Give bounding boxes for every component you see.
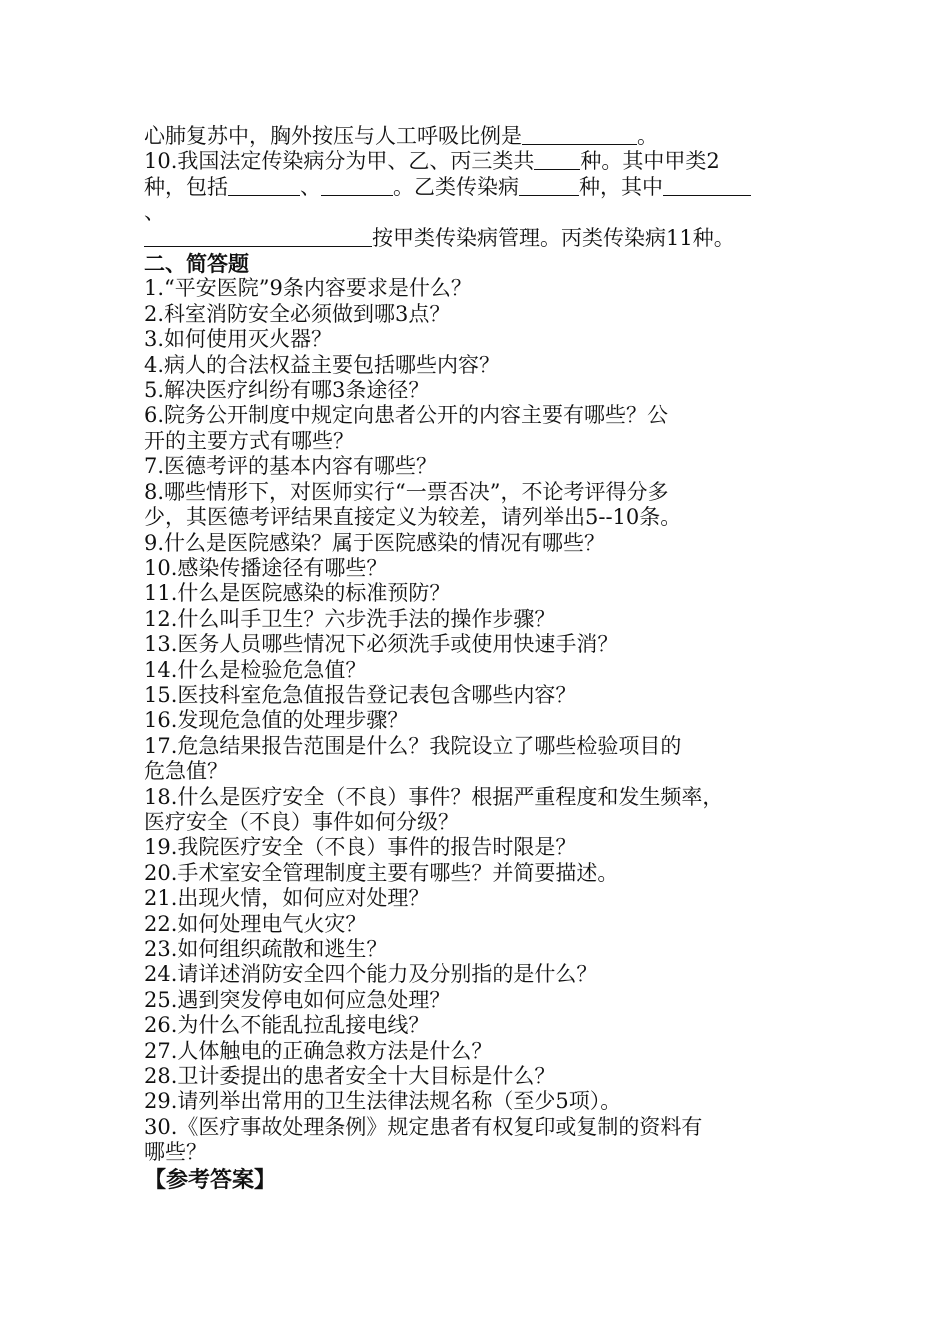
question-line: 开的主要方式有哪些？: [144, 428, 354, 453]
item10-text-a: 10.我国法定传染病分为甲、乙、丙三类共: [144, 149, 535, 174]
question-line: 哪些？: [144, 1140, 207, 1165]
question-line: 12.什么叫手卫生？六步洗手法的操作步骤？: [144, 606, 556, 631]
question-line: 医疗安全（不良）事件如何分级？: [144, 809, 459, 834]
question-line: 21.出现火情，如何应对处理？: [144, 886, 430, 911]
question-line: 14.什么是检验危急值？: [144, 657, 367, 682]
question-line: 23.如何组织疏散和逃生？: [144, 937, 388, 961]
item10-text-c: 种，包括: [144, 174, 228, 199]
question-line: 29.请列举出常用的卫生法律法规名称（至少5项）。: [144, 1089, 622, 1114]
answer-blank[interactable]: [144, 226, 372, 247]
question-line: 20.手术室安全管理制度主要有哪些？并简要描述。: [144, 860, 619, 885]
question-line: 9.什么是医院感染？属于医院感染的情况有哪些？: [144, 530, 606, 555]
question-line: 22.如何处理电气火灾？: [144, 911, 367, 936]
question-line: 16.发现危急值的处理步骤？: [144, 708, 409, 733]
question-line: 10.感染传播途径有哪些？: [144, 555, 388, 580]
fill-in-item-10-line1: [144, 149, 820, 174]
question-line: 26.为什么不能乱拉乱接电线？: [144, 1013, 430, 1038]
question-line: 28.卫计委提出的患者安全十大目标是什么？: [144, 1064, 556, 1089]
question-line: 18.什么是医疗安全（不良）事件？根据严重程度和发生频率，: [144, 784, 724, 809]
question-list: [144, 276, 820, 1165]
item10-separator: 、: [300, 174, 321, 199]
cpr-question-suffix: 。: [637, 124, 658, 148]
question-line: 24.请详述消防安全四个能力及分别指的是什么？: [144, 962, 598, 987]
question-line: 危急值？: [144, 759, 228, 784]
cpr-question-text: 心肺复苏中，胸外按压与人工呼吸比例是: [144, 124, 522, 148]
question-line: 19.我院医疗安全（不良）事件的报告时限是？: [144, 835, 577, 860]
question-line: 7.医德考评的基本内容有哪些？: [144, 454, 438, 479]
question-line: 11.什么是医院感染的标准预防？: [144, 581, 451, 606]
answer-blank[interactable]: [534, 149, 580, 170]
answer-blank[interactable]: [663, 175, 751, 196]
question-line: 13.医务人员哪些情况下必须洗手或使用快速手消？: [144, 632, 619, 657]
item10-text-d: 。乙类传染病: [393, 174, 519, 199]
fill-in-item-10-line4: [144, 226, 820, 251]
question-line: 6.院务公开制度中规定向患者公开的内容主要有哪些？公: [144, 403, 669, 428]
section-heading-short-answer: 二、简答题: [144, 251, 249, 277]
question-line: 少，其医德考评结果直接定义为较差，请列举出5--10条。: [144, 505, 682, 530]
fill-in-item-10-line3: [144, 200, 820, 225]
fill-in-item-10-line2: [144, 175, 820, 200]
item10-separator-2: 、: [144, 200, 165, 225]
answer-blank[interactable]: [321, 175, 393, 196]
document-body: [144, 124, 820, 1193]
question-line: 5.解决医疗纠纷有哪3条途径？: [144, 378, 430, 403]
question-line: 2.科室消防安全必须做到哪3点？: [144, 301, 451, 326]
question-line: 8.哪些情形下，对医师实行“一票否决”，不论考评得分多: [144, 479, 669, 504]
item10-text-b: 种。其中甲类2: [580, 149, 720, 174]
item10-text-f: 按甲类传染病管理。丙类传染病11种。: [372, 225, 735, 250]
question-line: 30.《医疗事故处理条例》规定患者有权复印或复制的资料有: [144, 1114, 703, 1139]
question-line: 1.“平安医院”9条内容要求是什么？: [144, 276, 472, 301]
question-line: 25.遇到突发停电如何应急处理？: [144, 987, 451, 1012]
answer-blank[interactable]: [228, 175, 300, 196]
question-line: 27.人体触电的正确急救方法是什么？: [144, 1038, 493, 1063]
reference-answer-heading: 【参考答案】: [144, 1166, 277, 1193]
answer-blank[interactable]: [519, 175, 579, 196]
answer-blank[interactable]: [522, 124, 637, 145]
item10-text-e: 种，其中: [579, 174, 663, 199]
question-line: 17.危急结果报告范围是什么？我院设立了哪些检验项目的: [144, 733, 682, 758]
question-line: 15.医技科室危急值报告登记表包含哪些内容？: [144, 682, 577, 707]
question-line: 3.如何使用灭火器？: [144, 327, 333, 352]
question-line: 4.病人的合法权益主要包括哪些内容？: [144, 352, 501, 377]
fill-in-line-cpr: [144, 124, 820, 149]
